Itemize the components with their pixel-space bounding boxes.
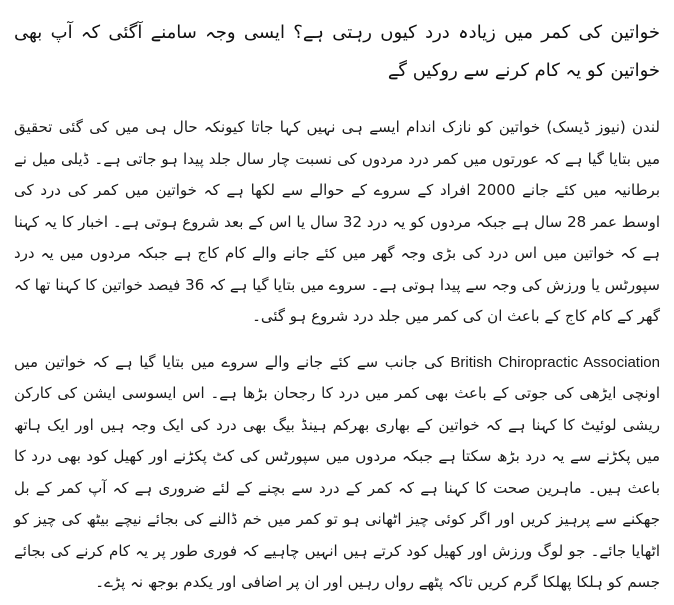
- article-paragraph-2: [14, 347, 660, 599]
- article-headline: خواتین کی کمر میں زیادہ درد کیوں رہتی ہے؟ ایسی وجہ سامنے آگئی کہ آپ بھی خواتین کو یہ کام کرنے سے روکیں گے: [14, 22, 660, 81]
- article-paragraph-2-text: کی جانب سے کئے جانے والے سروے میں بتایا گیا ہے کہ خواتین میں اونچی ایڑھی کی جوتی کے باعث بھی کمر میں درد کا رجحان بڑھا ہے۔ اس ایسوسی ایشن کی کارکن ریشی لوئیٹ کا کہنا ہے کہ خواتین کے بھاری بھرکم ہینڈ بیگ بھی درد کی ایک وجہ ہیں اور ایک ہاتھ میں پکڑنے سے یہ درد بڑھ سکتا ہے جبکہ مردوں میں سپورٹس کی کٹ پکڑنے اور کھیل کود بھی درد کا باعث ہیں۔ ماہرین صحت کا کہنا ہے کہ کمر کے درد سے بچنے کے لئے ضروری ہے کہ آپ کمر کے بل جھکنے سے پرہیز کریں اور اگر کوئی چیز اٹھانی ہو تو کمر میں خم ڈالنے کی بجائے نیچے بیٹھ کی چیز کو اٹھایا جائے۔ جو لوگ ورزش اور کھیل کود کرتے ہیں انہیں چاہیے کہ فوری طور پر یہ کام کرنے کی بجائے جسم کو ہلکا پھلکا گرم کریں تاکہ پٹھے رواں رہیں اور ان پر اضافی اور یکدم بوجھ نہ پڑے۔: [14, 352, 660, 591]
- article-body: [14, 112, 660, 599]
- association-name: British Chiropractic Association: [450, 353, 660, 371]
- article-paragraph-1: لندن (نیوز ڈیسک) خواتین کو نازک اندام ایسے ہی نہیں کہا جاتا کیونکہ حال ہی میں کی گئی تحقیق میں بتایا گیا ہے کہ عورتوں میں کمر درد مردوں کی نسبت چار سال جلد پیدا ہو جاتی ہے۔ ڈیلی میل نے برطانیہ میں کئے جانے 2000 افراد کے سروے کے حوالے سے لکھا ہے کہ خواتین میں کمر کی درد کی اوسط عمر 28 سال ہے جبکہ مردوں کو یہ درد 32 سال یا اس کے بعد شروع ہوتی ہے۔ اخبار کا یہ کہنا ہے کہ خواتین میں اس درد کی بڑی وجہ گھر میں کئے جانے والے کام کاج ہے جبکہ مردوں میں یہ درد سپورٹس یا ورزش کی وجہ سے پیدا ہوتی ہے۔ سروے میں بتایا گیا ہے کہ 36 فیصد خواتین کا کہنا تھا کہ گھر کے کام کاج کے باعث ان کی کمر میں جلد درد شروع ہو گئی۔: [14, 118, 661, 325]
